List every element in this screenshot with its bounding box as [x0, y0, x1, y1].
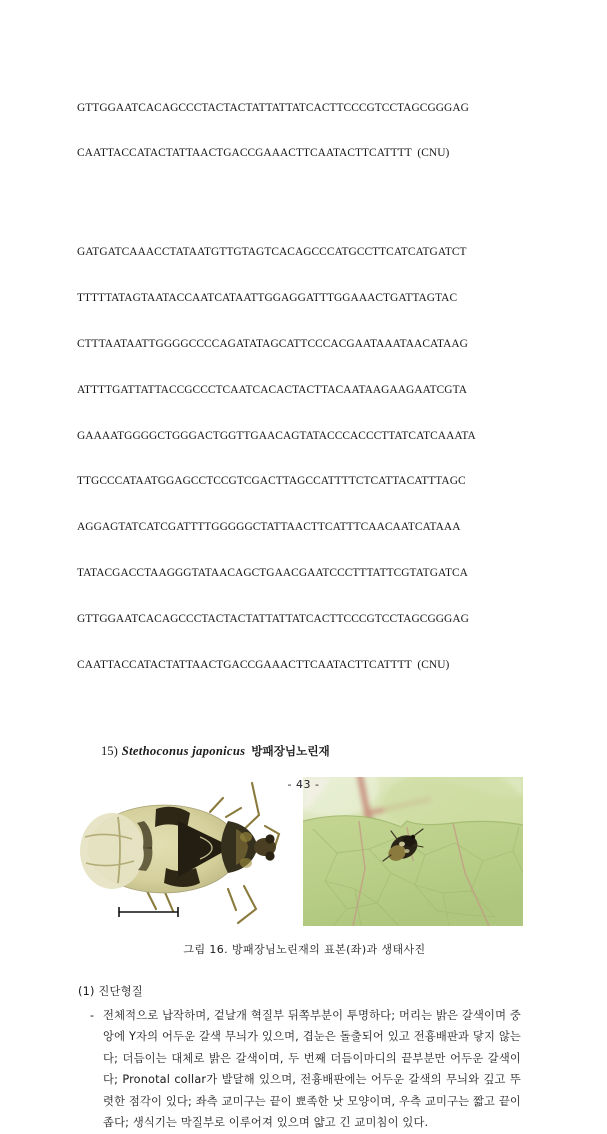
dna-sequence-line: CAATTACCATACTATTAACTGACCGAAACTTCAATACTTCATTTT (CNU) [77, 147, 450, 160]
ecology-photo [303, 777, 523, 926]
dna-sequence-line: GAAAATGGGGCTGGGACTGGTTGAACAGTATACCCACCCTTATCATCAAATA [77, 429, 476, 442]
dna-sequence-block-2 [77, 214, 532, 704]
diagnostic-section [77, 983, 532, 1134]
page-number: - 43 - [287, 778, 320, 791]
specimen-photo [60, 777, 295, 927]
dna-sequence-line: TTGCCCATAATGGAGCCTCCGTCGACTTAGCCATTTTCTCATTACATTTAGC [77, 475, 466, 488]
dna-sequence-block-1 [77, 70, 532, 192]
dna-sequence-line: GTTGGAATCACAGCCCTACTACTATTATTATCACTTCCCGTCCTAGCGGGAG [77, 101, 469, 114]
dna-sequence-line: ATTTTGATTATTACCGCCCTCAATCACACTACTTACAATAAGAAGAATCGTA [77, 383, 467, 396]
diagnostic-paragraph [90, 1005, 532, 1134]
bullet-dash: - [90, 1008, 95, 1022]
dna-sequence-line: AGGAGTATCATCGATTTTGGGGGCTATTAACTTCATTTCAACAATCATAAA [77, 521, 461, 534]
dna-sequence-line: CAATTACCATACTATTAACTGACCGAAACTTCAATACTTCATTTT (CNU) [77, 658, 450, 671]
heading-number: 15) [101, 743, 118, 758]
dna-sequence-line: GATGATCAAACCTATAATGTTGTAGTCACAGCCCATGCCTTCATCATGATCT [77, 245, 467, 258]
species-heading [101, 742, 532, 760]
dna-sequence-line: GTTGGAATCACAGCCCTACTACTATTATTATCACTTCCCGTCCTAGCGGGAG [77, 613, 469, 626]
figure-images [77, 777, 532, 927]
specimen-illustration [60, 777, 295, 927]
page-content [77, 70, 532, 1134]
dna-sequence-line: CTTTAATAATTGGGGCCCCAGATATAGCATTCCCACGAATAAATAACATAAG [77, 337, 468, 350]
dna-sequence-line: TTTTTATAGTAATACCAATCATAATTGGAGGATTTGGAAACTGATTAGTAC [77, 291, 458, 304]
figure-caption: 그림 16. 방패장님노린재의 표본(좌)과 생태사진 [183, 942, 426, 956]
heading-korean-name: 방패장님노린재 [251, 743, 330, 758]
diagnostic-text: 전체적으로 납작하며, 겉날개 혁질부 뒤쪽부분이 투명하다; 머리는 밝은 갈색이며 중앙에 Y자의 어두운 갈색 무늬가 있으며, 겹눈은 돌출되어 있고 전흉배판과 닿지 않는다; 더듬이는 대체로 밝은 갈색이며, 두 번째 더듬이마디의 끝부분만 어두운 갈색이다; Pronotal collar가 발달해 있으며, 전흉배판에는 어두운 갈색의 무늬와 깊고 뚜렷한 점각이 있다; 좌측 교미구는 끝이 뾰족한 낫 모양이며, 우측 교미구는 짧고 끝이 좁다; 생식기는 막질부로 이루어져 있으며 얇고 긴 교미침이 있다. [103, 1008, 521, 1130]
leaf-illustration [303, 777, 523, 926]
heading-latin-name: Stethoconus japonicus [121, 743, 246, 758]
dna-sequence-line: TATACGACCTAAGGGTATAACAGCTGAACGAATCCCTTTATTCGTATGATCA [77, 567, 468, 580]
section-title: (1) 진단형질 [78, 984, 143, 998]
